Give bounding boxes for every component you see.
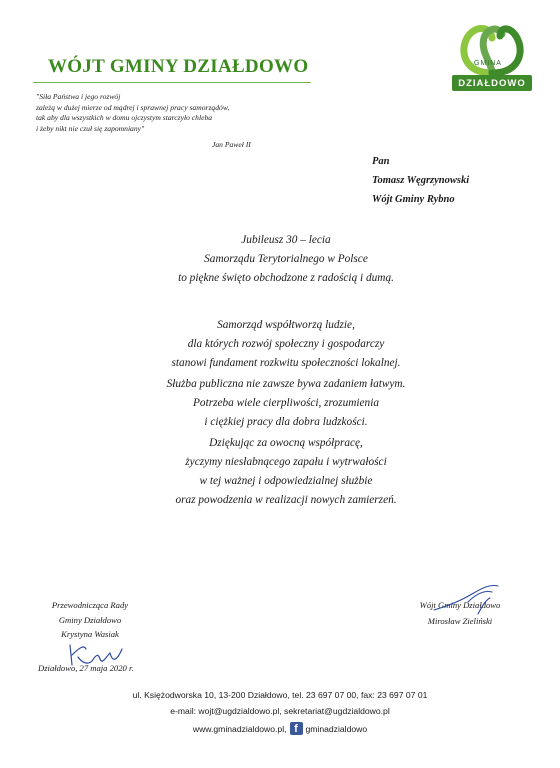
footer-address: ul. Księżodworska 10, 13-200 Działdowo, tel. 23 697 07 00, fax: 23 697 07 01 <box>132 690 428 700</box>
logo-top-text: GMINA <box>474 60 502 67</box>
signatory-office: Gminy Działdowo <box>58 614 122 625</box>
body-line: to piękne święto obchodzone z radością i dumą. <box>178 272 394 284</box>
recipient-name: Tomasz Węgrzynowski <box>372 175 470 186</box>
body-line: Dziękując za owocną współpracę, <box>209 437 363 449</box>
footer-facebook: gminadzialdowo <box>305 723 368 734</box>
body-paragraph-4 <box>110 434 462 510</box>
body-line: życzymy niesłabnącego zapału i wytrwałości <box>185 456 387 468</box>
footer-website: www.gminadzialdowo.pl, <box>192 723 287 734</box>
signatory-role: Przewodnicząca Rady <box>51 600 129 610</box>
body-line: Jubileusz 30 – lecia <box>241 234 331 246</box>
quote-author: Jan Paweł II <box>212 140 251 149</box>
header-divider <box>33 82 311 83</box>
signature-block-left <box>40 598 140 642</box>
signatory-name: Mirosław Zieliński <box>427 616 493 626</box>
body-line: Samorządu Terytorialnego w Polsce <box>204 253 368 265</box>
signatory-role: Wójt Gminy Działdowo <box>419 600 501 610</box>
body-line: dla których rozwój społeczny i gospodarczy <box>187 338 385 350</box>
body-paragraph-3 <box>110 375 462 432</box>
body-line: Samorząd współtworzą ludzie, <box>217 319 355 331</box>
place-and-date: Działdowo, 27 maja 2020 r. <box>38 663 134 673</box>
body-line: Służba publiczna nie zawsze bywa zadaniem łatwym. <box>166 378 406 390</box>
quote-line: "Siła Państwa i jego rozwój <box>36 92 121 101</box>
page-title: WÓJT GMINY DZIAŁDOWO <box>48 56 309 77</box>
body-line: w tej ważnej i odpowiedzialnej służbie <box>199 475 373 487</box>
recipient-salutation: Pan <box>372 156 390 167</box>
footer-email: e-mail: wojt@ugdzialdowo.pl, sekretariat@ugdzialdowo.pl <box>170 706 390 716</box>
quote-line: tak aby dla wszystkich w domu ojczystym starczyło chleba <box>36 113 213 123</box>
facebook-icon: f <box>290 722 303 735</box>
logo-bar <box>452 75 532 91</box>
body-paragraph-2 <box>110 316 462 373</box>
body-line: Potrzeba wiele cierpliwości, zrozumienia <box>193 397 379 409</box>
body-paragraph-1 <box>110 231 462 288</box>
footer-web <box>0 722 560 735</box>
handwritten-signature-right <box>428 580 518 620</box>
body-line: stanowi fundament rozkwitu społeczności lokalnej. <box>171 357 401 369</box>
recipient-block <box>372 152 469 209</box>
quote-line: i żeby nikt nie czuł się zapomniany" <box>36 123 145 133</box>
quote-line: zależą w dużej mierze od mądrej i sprawnej pracy samorządów, <box>36 102 230 112</box>
body-line: i ciężkiej pracy dla dobra ludzkości. <box>204 416 368 428</box>
recipient-title: Wójt Gminy Rybno <box>372 194 455 205</box>
body-line: oraz powodzenia w realizacji nowych zamierzeń. <box>175 494 397 506</box>
signatory-name: Krystyna Wasiak <box>61 629 119 640</box>
quote <box>36 92 326 134</box>
logo-bar-text: DZIAŁDOWO <box>458 77 526 89</box>
